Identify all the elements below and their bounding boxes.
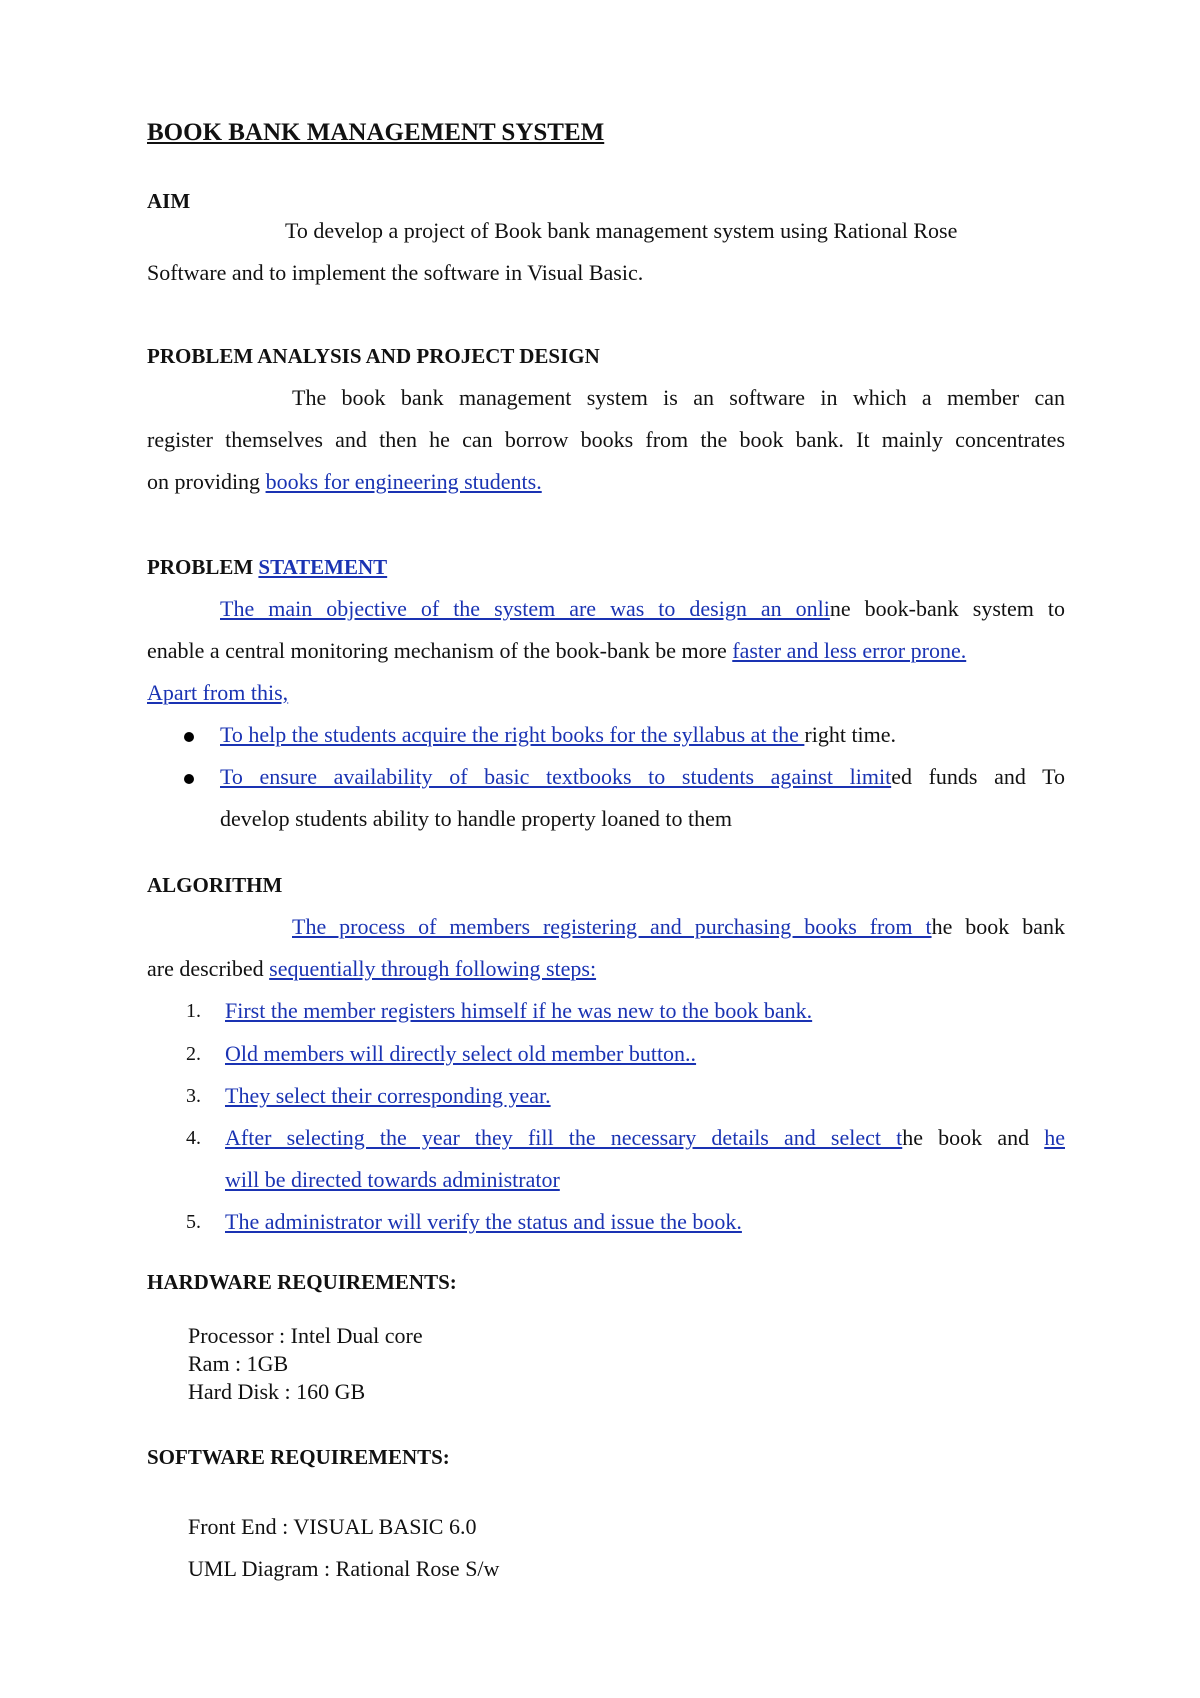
problem-analysis-line2: register themselves and then he can borrow books from the book bank. It mainly concentrates [147,427,1065,452]
faster-link[interactable]: faster and less error prone. [732,638,967,663]
apart-from-this-link[interactable]: Apart from this, [147,680,289,705]
problem-statement-p3 [147,678,288,708]
step-number-3: 3. [186,1085,201,1107]
software-heading: SOFTWARE REQUIREMENTS: [147,1445,450,1469]
step-5 [225,1207,742,1237]
step-5-link[interactable]: The administrator will verify the status and issue the book. [225,1209,742,1234]
statement-link[interactable]: STATEMENT [258,555,388,579]
step-1 [225,996,812,1026]
step-number-4: 4. [186,1127,201,1149]
step-4-line2-link[interactable]: will be directed towards administrator [225,1167,560,1192]
bullet2-link[interactable]: To ensure availability of basic textbooks to students against limit [220,764,892,789]
bullet-marker-2 [184,774,194,784]
step-4-link2[interactable]: he [1044,1125,1065,1150]
problem-analysis-line3-text: on providing [147,469,266,494]
bullet-item-1 [220,720,896,750]
step-number-5: 5. [186,1211,201,1233]
software-item-uml: UML Diagram : Rational Rose S/w [188,1556,500,1581]
problem-statement-p1-text: ne book-bank system to [829,596,1065,621]
document-title: BOOK BANK MANAGEMENT SYSTEM [147,119,605,146]
bullet-item-2-line2: develop students ability to handle property loaned to them [220,806,732,831]
problem-analysis-heading: PROBLEM ANALYSIS AND PROJECT DESIGN [147,344,600,368]
aim-heading: AIM [147,189,191,213]
step-3 [225,1081,551,1111]
step-4 [225,1123,1065,1153]
step-number-1: 1. [186,1000,201,1022]
hardware-heading: HARDWARE REQUIREMENTS: [147,1270,457,1294]
problem-statement-p1 [220,594,1065,624]
problem-statement-heading-text: PROBLEM [147,555,259,579]
algorithm-intro2-text: are described [147,956,270,981]
bullet1-text: right time. [804,722,897,747]
problem-analysis-line3 [147,467,542,497]
aim-text-line1: To develop a project of Book bank management system using Rational Rose [285,218,958,243]
software-item-front-end: Front End : VISUAL BASIC 6.0 [188,1514,477,1539]
hardware-item-processor: Processor : Intel Dual core [188,1323,423,1348]
problem-statement-heading [147,552,387,582]
algorithm-intro-line2 [147,954,596,984]
problem-statement-p2-text: enable a central monitoring mechanism of the book-bank be more [147,638,733,663]
hardware-item-ram: Ram : 1GB [188,1351,289,1376]
step-4-link[interactable]: After selecting the year they fill the necessary details and select t [225,1125,903,1150]
problem-statement-p2 [147,636,966,666]
algorithm-intro-link[interactable]: The process of members registering and purchasing books from t [292,914,932,939]
bullet1-link[interactable]: To help the students acquire the right books for the syllabus at the [220,722,805,747]
bullet-item-2 [220,762,1065,792]
step-4-text: he book and [902,1125,1045,1150]
step-3-link[interactable]: They select their corresponding year. [225,1083,551,1108]
engineering-books-link[interactable]: books for engineering students. [265,469,542,494]
algorithm-intro [292,912,1065,942]
sequentially-link[interactable]: sequentially through following steps: [269,956,597,981]
aim-text-line2: Software and to implement the software in Visual Basic. [147,260,644,285]
algorithm-intro-text: he book bank [931,914,1066,939]
problem-analysis-line1: The book bank management system is an software in which a member can [292,385,1065,410]
step-number-2: 2. [186,1043,201,1065]
step-4-line2 [225,1165,560,1195]
bullet2-text: ed funds and To [891,764,1066,789]
bullet-marker-1 [184,732,194,742]
algorithm-heading: ALGORITHM [147,873,283,897]
step-2-link[interactable]: Old members will directly select old member button.. [225,1041,697,1066]
objective-link[interactable]: The main objective of the system are was to design an onli [220,596,830,621]
hardware-item-hard-disk: Hard Disk : 160 GB [188,1379,366,1404]
step-2 [225,1039,696,1069]
step-1-link[interactable]: First the member registers himself if he was new to the book bank. [225,998,813,1023]
